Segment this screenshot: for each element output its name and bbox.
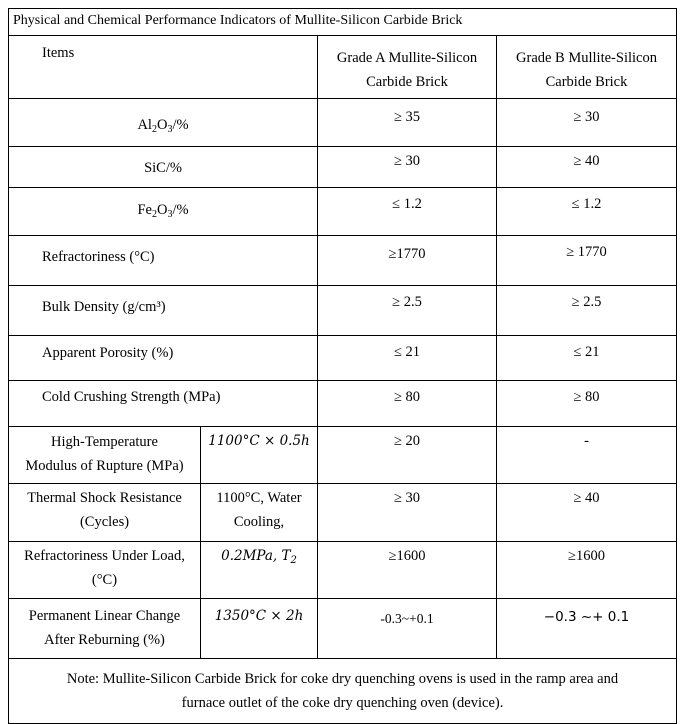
apparent-porosity-grade-a: ≤ 21 [318,336,497,381]
thermal-shock-condition-line2: Cooling, [233,514,285,530]
bulk-density-grade-b: ≥ 2.5 [497,286,677,336]
sic-label: SiC/% [9,147,318,188]
hot-mor-grade-b: - [497,427,677,484]
al2o3-label [9,99,318,147]
header-items: Items [9,36,318,99]
bulk-density-label: Bulk Density (g/cm³) [9,286,318,336]
header-grade-b-line2: Carbide Brick [545,74,628,90]
rul-condition [201,542,318,599]
note-line2: furnace outlet of the coke dry quenching oven (device). [181,695,504,711]
al2o3-sub2: 3 [167,124,173,135]
rul-label [9,542,201,599]
thermal-shock-condition [201,484,318,542]
plc-condition: 1350°C × 2h [201,599,318,659]
row-fe2o3 [9,188,677,236]
rul-label-line2: (°C) [91,572,118,588]
table-title: Physical and Chemical Performance Indicators of Mullite-Silicon Carbide Brick [9,9,677,36]
fe2o3-grade-b: ≤ 1.2 [497,188,677,236]
row-al2o3 [9,99,677,147]
header-grade-a-line2: Carbide Brick [366,74,448,90]
thermal-shock-label-line1: Thermal Shock Resistance [27,490,182,506]
note [9,659,677,724]
plc-label-line1: Permanent Linear Change [28,608,181,624]
plc-grade-a: -0.3~+0.1 [318,599,497,659]
thermal-shock-label [9,484,201,542]
row-apparent-porosity [9,336,677,381]
fe2o3-sub2: 3 [167,209,173,220]
hot-mor-label-line1: High-Temperature [51,434,158,450]
header-row [9,36,677,99]
bulk-density-grade-a: ≥ 2.5 [318,286,497,336]
plc-label-line2: After Reburning (%) [44,632,165,648]
hot-mor-label-line2: Modulus of Rupture (MPa) [25,458,184,474]
row-plc [9,599,677,659]
rul-grade-b: ≥1600 [497,542,677,599]
fe2o3-pre: Fe [137,202,152,218]
header-grade-a-line1: Grade A Mullite-Silicon [336,50,478,66]
rul-label-line1: Refractoriness Under Load, [24,548,185,564]
cold-crushing-grade-a: ≥ 80 [318,381,497,427]
row-sic [9,147,677,188]
cold-crushing-label: Cold Crushing Strength (MPa) [9,381,318,427]
row-cold-crushing [9,381,677,427]
thermal-shock-grade-a: ≥ 30 [318,484,497,542]
rul-condition-sub: 2 [290,555,297,566]
hot-mor-grade-a: ≥ 20 [318,427,497,484]
hot-mor-label [9,427,201,484]
apparent-porosity-grade-b: ≤ 21 [497,336,677,381]
row-rul [9,542,677,599]
refractoriness-grade-b: ≥ 1770 [497,236,677,286]
al2o3-sub1: 2 [151,124,157,135]
fe2o3-post: /% [172,202,189,218]
row-bulk-density [9,286,677,336]
title-row [9,9,677,36]
thermal-shock-condition-line1: 1100°C, Water [216,490,302,506]
header-grade-b [497,36,677,99]
row-refractoriness [9,236,677,286]
rul-grade-a: ≥1600 [318,542,497,599]
al2o3-pre: Al [137,117,152,133]
row-thermal-shock [9,484,677,542]
rul-condition-main: 0.2MPa, T [221,548,291,564]
header-grade-a [318,36,497,99]
plc-grade-b: −0.3 ~+ 0.1 [497,599,677,659]
hot-mor-condition: 1100°C × 0.5h [201,427,318,484]
refractoriness-grade-a: ≥1770 [318,236,497,286]
performance-table [8,8,677,724]
fe2o3-grade-a: ≤ 1.2 [318,188,497,236]
plc-label [9,599,201,659]
row-hot-mor [9,427,677,484]
thermal-shock-grade-b: ≥ 40 [497,484,677,542]
fe2o3-sub1: 2 [151,209,157,220]
al2o3-grade-b: ≥ 30 [497,99,677,147]
header-grade-b-line1: Grade B Mullite-Silicon [516,50,657,66]
sic-grade-b: ≥ 40 [497,147,677,188]
sic-grade-a: ≥ 30 [318,147,497,188]
note-line1: Note: Mullite-Silicon Carbide Brick for coke dry quenching ovens is used in the ramp area and [66,671,619,687]
apparent-porosity-label: Apparent Porosity (%) [9,336,318,381]
note-row [9,659,677,724]
fe2o3-mid: O [156,202,168,218]
al2o3-mid: O [156,117,168,133]
thermal-shock-label-line2: (Cycles) [79,514,130,530]
fe2o3-label [9,188,318,236]
refractoriness-label: Refractoriness (°C) [9,236,318,286]
cold-crushing-grade-b: ≥ 80 [497,381,677,427]
al2o3-post: /% [172,117,189,133]
al2o3-grade-a: ≥ 35 [318,99,497,147]
